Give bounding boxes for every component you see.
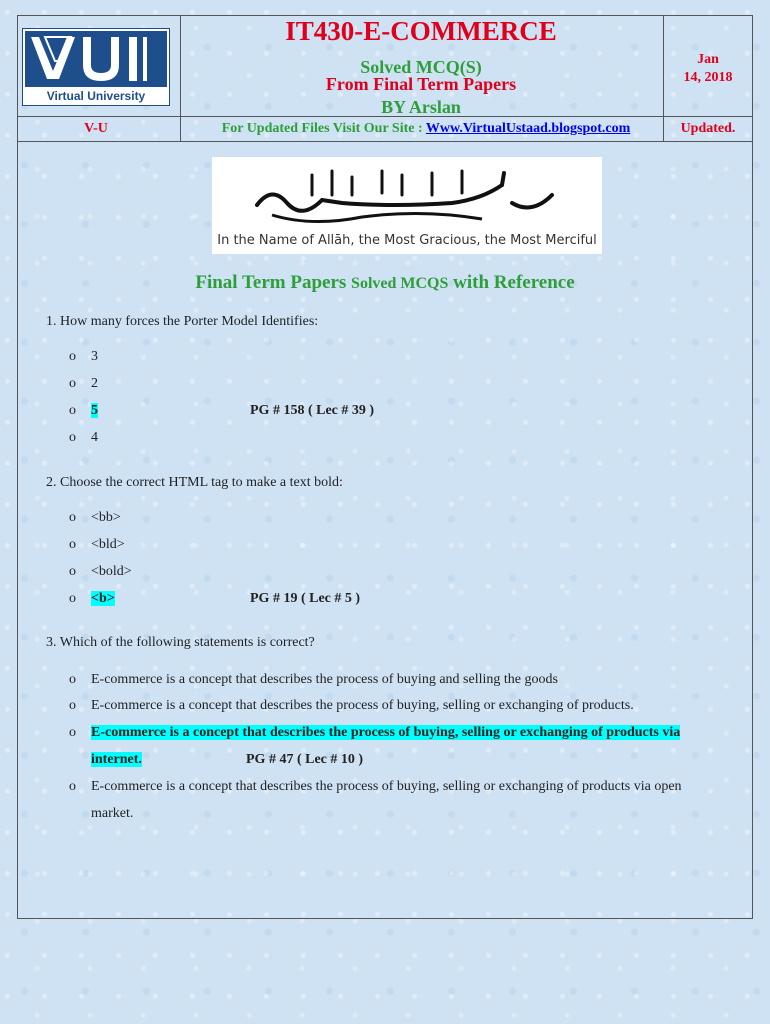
bullet: o bbox=[69, 403, 76, 418]
q1-option-3 bbox=[69, 403, 98, 419]
option-text: <bold> bbox=[91, 564, 132, 579]
bullet: o bbox=[69, 537, 76, 552]
visit-prefix: For Updated Files Visit Our Site : bbox=[221, 121, 423, 136]
heading-part-3: with Reference bbox=[453, 272, 575, 293]
bullet: o bbox=[69, 725, 76, 740]
option-text: E-commerce is a concept that describes the process of buying and selling the goods bbox=[91, 672, 558, 687]
bismillah-caption: In the Name of Allāh, the Most Gracious, the Most Merciful bbox=[217, 233, 597, 248]
logo-text: Virtual University bbox=[46, 89, 146, 103]
option-text: 4 bbox=[91, 430, 98, 445]
q3-reference: PG # 47 ( Lec # 10 ) bbox=[246, 752, 364, 767]
question-3: 3. Which of the following statements is correct? bbox=[46, 635, 315, 650]
bullet: o bbox=[69, 672, 76, 687]
doc-subtitle-3: BY Arslan bbox=[381, 97, 461, 117]
bismillah-image bbox=[212, 157, 602, 254]
date-day-year: 14, 2018 bbox=[683, 70, 733, 85]
heading-part-1: Final Term Papers bbox=[195, 272, 347, 293]
header-col-divider-left bbox=[180, 15, 181, 141]
q3-option-1 bbox=[69, 672, 558, 688]
doc-subtitle-2: From Final Term Papers bbox=[325, 74, 517, 94]
q1-option-2 bbox=[69, 376, 98, 392]
header-bottom-line bbox=[17, 141, 753, 142]
q1-option-4 bbox=[69, 430, 98, 446]
site-link[interactable]: Www.VirtualUstaad.blogspot.com bbox=[425, 121, 631, 136]
answer-highlight-cont: internet. bbox=[91, 752, 142, 767]
date-month: Jan bbox=[697, 52, 719, 67]
q1-option-1 bbox=[69, 349, 98, 365]
option-text: 2 bbox=[91, 376, 98, 391]
vu-logo bbox=[22, 28, 170, 106]
option-text: <bb> bbox=[91, 510, 121, 525]
bullet: o bbox=[69, 698, 76, 713]
q2-option-4 bbox=[69, 591, 115, 607]
q2-reference: PG # 19 ( Lec # 5 ) bbox=[250, 591, 361, 606]
bullet: o bbox=[69, 564, 76, 579]
vu-label: V-U bbox=[84, 121, 108, 136]
q3-option-4 bbox=[69, 779, 682, 795]
q2-option-1 bbox=[69, 510, 121, 526]
q3-option-2 bbox=[69, 698, 634, 714]
updated-label: Updated. bbox=[680, 121, 736, 136]
question-1: 1. How many forces the Porter Model Identifies: bbox=[46, 314, 319, 329]
visit-line bbox=[196, 121, 656, 137]
q3-option-4-cont bbox=[69, 806, 133, 822]
bullet: o bbox=[69, 349, 76, 364]
bullet: o bbox=[69, 591, 76, 606]
header-col-divider-right bbox=[663, 15, 664, 141]
option-text: <bld> bbox=[91, 537, 125, 552]
q3-option-3 bbox=[69, 725, 680, 741]
answer-highlight: E-commerce is a concept that describes the process of buying, selling or exchanging of products via bbox=[91, 725, 681, 740]
q3-option-3-cont bbox=[69, 752, 142, 768]
option-text-cont: market. bbox=[91, 806, 134, 821]
doc-subtitle-1: Solved MCQ(S) bbox=[360, 57, 482, 77]
section-heading bbox=[0, 272, 770, 294]
bullet: o bbox=[69, 430, 76, 445]
option-text: 3 bbox=[91, 349, 98, 364]
question-2: 2. Choose the correct HTML tag to make a text bold: bbox=[46, 475, 343, 490]
q2-option-3 bbox=[69, 564, 132, 580]
bullet: o bbox=[69, 779, 76, 794]
q1-reference: PG # 158 ( Lec # 39 ) bbox=[250, 403, 375, 418]
bullet: o bbox=[69, 510, 76, 525]
calligraphy-icon bbox=[252, 165, 562, 229]
heading-part-2: Solved MCQS bbox=[351, 275, 449, 292]
answer-highlight: <b> bbox=[91, 591, 115, 606]
q2-option-2 bbox=[69, 537, 125, 553]
logo-banner bbox=[25, 31, 167, 87]
answer-highlight: 5 bbox=[91, 403, 98, 418]
option-text: E-commerce is a concept that describes the process of buying, selling or exchanging of products. bbox=[91, 698, 634, 713]
doc-title: IT430-E-COMMERCE bbox=[285, 16, 557, 46]
vu-monogram-icon bbox=[25, 31, 169, 87]
bullet: o bbox=[69, 376, 76, 391]
option-text: E-commerce is a concept that describes the process of buying, selling or exchanging of products via open bbox=[91, 779, 682, 794]
